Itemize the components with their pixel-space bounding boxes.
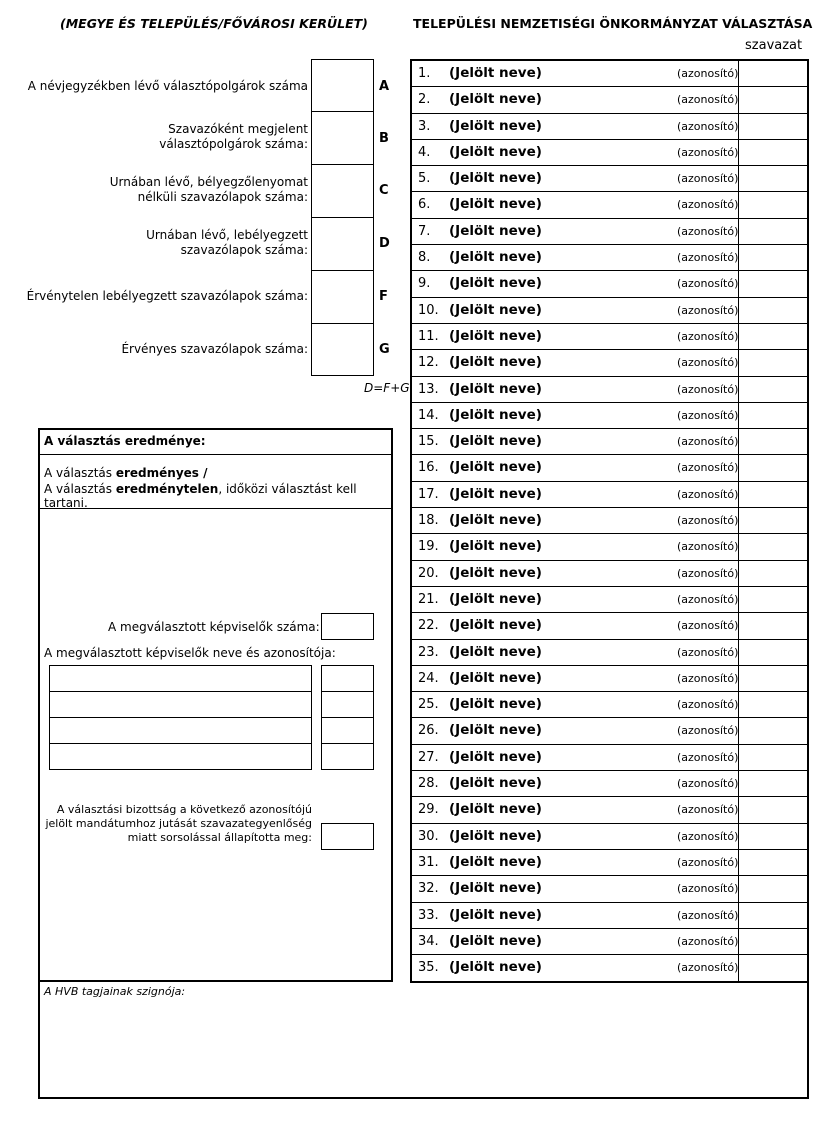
candidate-row (412, 61, 807, 87)
candidate-row (412, 771, 807, 797)
candidate-number: 5. (418, 171, 431, 187)
candidate-id: (azonosító) (677, 671, 739, 685)
candidate-id: (azonosító) (677, 592, 739, 606)
candidate-number: 4. (418, 144, 431, 160)
candidate-number: 17. (418, 486, 439, 502)
candidate-number: 10. (418, 302, 439, 318)
stat-letter-f: F (379, 289, 388, 304)
candidate-table (410, 59, 809, 983)
candidate-votes-field[interactable] (738, 350, 810, 376)
candidate-votes-field[interactable] (738, 903, 810, 929)
candidate-number: 2. (418, 92, 431, 108)
candidate-name: (Jelölt neve) (449, 459, 542, 476)
candidate-id: (azonosító) (677, 119, 739, 133)
candidate-votes-field[interactable] (738, 718, 810, 744)
candidate-name: (Jelölt neve) (449, 538, 542, 555)
stat-field-g[interactable] (311, 323, 374, 376)
elected-name-field[interactable] (49, 743, 312, 770)
candidate-id: (azonosító) (677, 382, 739, 396)
candidate-row (412, 850, 807, 876)
elected-id-field[interactable] (321, 691, 374, 718)
candidate-votes-field[interactable] (738, 692, 810, 718)
stat-letter-b: B (379, 131, 389, 146)
candidate-votes-field[interactable] (738, 876, 810, 902)
candidate-name: (Jelölt neve) (449, 327, 542, 344)
candidate-row (412, 87, 807, 113)
lot-label: A választási bizottság a következő azonosítójú jelölt mandátumhoz jutását szavazategyenlőség miatt sorsolással állapította meg: (45, 803, 312, 844)
candidate-row (412, 245, 807, 271)
result-title: A választás eredménye: (44, 434, 206, 448)
candidate-name: (Jelölt neve) (449, 380, 542, 397)
elected-count-field[interactable] (321, 613, 374, 640)
candidate-name: (Jelölt neve) (449, 932, 542, 949)
candidate-row (412, 561, 807, 587)
divider (40, 454, 391, 455)
result-line-suffix: , időközi választást kell tartani. (44, 482, 357, 510)
candidate-id: (azonosító) (677, 514, 739, 528)
stat-field-d[interactable] (311, 217, 374, 271)
candidate-name: (Jelölt neve) (449, 801, 542, 818)
candidate-row (412, 955, 807, 981)
candidate-votes-field[interactable] (738, 114, 810, 140)
formula-label: D=F+G (364, 381, 410, 395)
candidate-name: (Jelölt neve) (449, 775, 542, 792)
candidate-number: 22. (418, 618, 439, 634)
candidate-votes-field[interactable] (738, 482, 810, 508)
candidate-row (412, 587, 807, 613)
stat-letter-c: C (379, 183, 389, 198)
candidate-id: (azonosító) (677, 356, 739, 370)
candidate-id: (azonosító) (677, 461, 739, 475)
region-header: (MEGYE ÉS TELEPÜLÉS/FŐVÁROSI KERÜLET) (60, 16, 368, 31)
candidate-name: (Jelölt neve) (449, 617, 542, 634)
signature-label: A HVB tagjainak szignója: (44, 985, 186, 998)
candidate-id: (azonosító) (677, 329, 739, 343)
result-unsuccessful-label: eredménytelen (115, 482, 219, 496)
candidate-row (412, 903, 807, 929)
candidate-id: (azonosító) (677, 303, 739, 317)
candidate-votes-field[interactable] (738, 613, 810, 639)
candidate-row (412, 140, 807, 166)
candidate-row (412, 876, 807, 902)
result-line-prefix: A választás (44, 466, 116, 480)
result-successful-option[interactable] (44, 466, 207, 480)
candidate-row (412, 929, 807, 955)
elected-name-field[interactable] (49, 691, 312, 718)
candidate-name: (Jelölt neve) (449, 590, 542, 607)
candidate-id: (azonosító) (677, 540, 739, 554)
candidate-number: 25. (418, 697, 439, 713)
stat-label-g: Érvényes szavazólapok száma: (121, 342, 308, 356)
candidate-votes-field[interactable] (738, 219, 810, 245)
candidate-name: (Jelölt neve) (449, 643, 542, 660)
candidate-number: 7. (418, 223, 431, 239)
candidate-number: 35. (418, 960, 439, 976)
candidate-votes-field[interactable] (738, 745, 810, 771)
signature-box[interactable] (38, 982, 809, 1099)
candidate-name: (Jelölt neve) (449, 722, 542, 739)
candidate-number: 33. (418, 907, 439, 923)
candidate-votes-field[interactable] (738, 508, 810, 534)
candidate-id: (azonosító) (677, 619, 739, 633)
election-result-box (38, 428, 393, 982)
candidate-row (412, 482, 807, 508)
result-unsuccessful-option[interactable] (44, 482, 391, 510)
candidate-number: 16. (418, 460, 439, 476)
candidate-number: 28. (418, 776, 439, 792)
candidate-name: (Jelölt neve) (449, 696, 542, 713)
candidate-votes-field[interactable] (738, 166, 810, 192)
votes-column-header: szavazat (745, 38, 803, 53)
candidate-votes-field[interactable] (738, 324, 810, 350)
candidate-votes-field[interactable] (738, 666, 810, 692)
candidate-votes-field[interactable] (738, 824, 810, 850)
candidate-number: 13. (418, 381, 439, 397)
result-successful-label: eredményes / (115, 466, 208, 480)
candidate-name: (Jelölt neve) (449, 170, 542, 187)
candidate-votes-field[interactable] (738, 771, 810, 797)
stat-letter-a: A (379, 79, 390, 94)
candidate-votes-field[interactable] (738, 61, 810, 87)
candidate-number: 21. (418, 591, 439, 607)
candidate-row (412, 350, 807, 376)
candidate-name: (Jelölt neve) (449, 222, 542, 239)
candidate-number: 30. (418, 828, 439, 844)
candidate-votes-field[interactable] (738, 534, 810, 560)
candidate-row (412, 797, 807, 823)
candidate-name: (Jelölt neve) (449, 143, 542, 160)
candidate-name: (Jelölt neve) (449, 485, 542, 502)
candidate-votes-field[interactable] (738, 587, 810, 613)
candidate-name: (Jelölt neve) (449, 196, 542, 213)
candidate-row (412, 613, 807, 639)
candidate-id: (azonosító) (677, 566, 739, 580)
candidate-number: 15. (418, 434, 439, 450)
candidate-name: (Jelölt neve) (449, 959, 542, 976)
candidate-number: 9. (418, 276, 431, 292)
candidate-votes-field[interactable] (738, 271, 810, 297)
stat-field-b[interactable] (311, 111, 374, 165)
candidate-row (412, 403, 807, 429)
candidate-name: (Jelölt neve) (449, 406, 542, 423)
candidate-name: (Jelölt neve) (449, 91, 542, 108)
stat-label-f: Érvénytelen lebélyegzett szavazólapok száma: (26, 289, 308, 303)
candidate-name: (Jelölt neve) (449, 275, 542, 292)
candidate-name: (Jelölt neve) (449, 65, 542, 81)
candidate-votes-field[interactable] (738, 955, 810, 982)
candidate-row (412, 429, 807, 455)
candidate-row (412, 640, 807, 666)
stat-letter-g: G (379, 342, 390, 357)
candidate-number: 12. (418, 355, 439, 371)
candidate-number: 23. (418, 644, 439, 660)
candidate-id: (azonosító) (677, 277, 739, 291)
candidate-id: (azonosító) (677, 724, 739, 738)
candidate-id: (azonosító) (677, 93, 739, 107)
candidate-name: (Jelölt neve) (449, 880, 542, 897)
candidate-number: 27. (418, 749, 439, 765)
candidate-row (412, 166, 807, 192)
candidate-votes-field[interactable] (738, 640, 810, 666)
candidate-number: 19. (418, 539, 439, 555)
result-line-prefix: A választás (44, 482, 116, 496)
candidate-number: 24. (418, 670, 439, 686)
candidate-row (412, 324, 807, 350)
candidate-id: (azonosító) (677, 882, 739, 896)
elected-id-field[interactable] (321, 743, 374, 770)
candidate-id: (azonosító) (677, 855, 739, 869)
candidate-id: (azonosító) (677, 251, 739, 265)
stat-field-a[interactable] (311, 59, 374, 112)
candidate-row (412, 824, 807, 850)
stat-field-f[interactable] (311, 270, 374, 324)
candidate-id: (azonosító) (677, 408, 739, 422)
candidate-votes-field[interactable] (738, 429, 810, 455)
elected-id-field[interactable] (321, 717, 374, 744)
candidate-id: (azonosító) (677, 67, 739, 80)
candidate-number: 32. (418, 881, 439, 897)
elected-count-label: A megválasztott képviselők száma: (108, 620, 320, 634)
candidate-id: (azonosító) (677, 172, 739, 186)
candidate-votes-field[interactable] (738, 298, 810, 324)
candidate-votes-field[interactable] (738, 561, 810, 587)
candidate-name: (Jelölt neve) (449, 354, 542, 371)
candidate-votes-field[interactable] (738, 929, 810, 955)
candidate-id: (azonosító) (677, 198, 739, 212)
candidate-number: 18. (418, 513, 439, 529)
candidate-id: (azonosító) (677, 908, 739, 922)
candidate-name: (Jelölt neve) (449, 512, 542, 529)
candidate-id: (azonosító) (677, 487, 739, 501)
candidate-number: 8. (418, 250, 431, 266)
candidate-row (412, 219, 807, 245)
elected-name-field[interactable] (49, 717, 312, 744)
candidate-id: (azonosító) (677, 777, 739, 791)
stat-label-a: A névjegyzékben lévő választópolgárok száma (27, 79, 308, 93)
candidate-row (412, 298, 807, 324)
candidate-number: 31. (418, 854, 439, 870)
candidate-id: (azonosító) (677, 224, 739, 238)
elected-id-field[interactable] (321, 665, 374, 692)
candidate-id: (azonosító) (677, 961, 739, 975)
candidate-name: (Jelölt neve) (449, 433, 542, 450)
candidate-votes-field[interactable] (738, 245, 810, 271)
candidate-number: 14. (418, 407, 439, 423)
candidate-number: 11. (418, 328, 439, 344)
candidate-number: 34. (418, 933, 439, 949)
candidate-votes-field[interactable] (738, 403, 810, 429)
lot-winner-id-field[interactable] (321, 823, 374, 850)
candidate-votes-field[interactable] (738, 87, 810, 113)
stat-letter-d: D (379, 236, 390, 251)
stat-field-c[interactable] (311, 164, 374, 218)
candidate-number: 6. (418, 197, 431, 213)
candidate-id: (azonosító) (677, 829, 739, 843)
candidate-number: 29. (418, 802, 439, 818)
candidate-row (412, 718, 807, 744)
election-title: TELEPÜLÉSI NEMZETISÉGI ÖNKORMÁNYZAT VÁLASZTÁSA (413, 16, 813, 31)
candidate-id: (azonosító) (677, 145, 739, 159)
candidate-name: (Jelölt neve) (449, 117, 542, 134)
candidate-number: 20. (418, 565, 439, 581)
candidate-name: (Jelölt neve) (449, 906, 542, 923)
candidate-row (412, 508, 807, 534)
candidate-number: 26. (418, 723, 439, 739)
stat-label-b: Szavazóként megjelent választópolgárok száma: (159, 122, 308, 151)
candidate-id: (azonosító) (677, 750, 739, 764)
candidate-votes-field[interactable] (738, 377, 810, 403)
candidate-votes-field[interactable] (738, 140, 810, 166)
candidate-row (412, 114, 807, 140)
candidate-name: (Jelölt neve) (449, 669, 542, 686)
stat-label-d: Urnában lévő, lebélyegzett szavazólapok száma: (146, 228, 308, 257)
candidate-row (412, 692, 807, 718)
candidate-name: (Jelölt neve) (449, 249, 542, 266)
candidate-row (412, 271, 807, 297)
candidate-votes-field[interactable] (738, 455, 810, 481)
candidate-name: (Jelölt neve) (449, 301, 542, 318)
candidate-row (412, 745, 807, 771)
candidate-row (412, 377, 807, 403)
candidate-number: 3. (418, 118, 431, 134)
candidate-row (412, 666, 807, 692)
stat-label-c: Urnában lévő, bélyegzőlenyomat nélküli szavazólapok száma: (109, 175, 308, 204)
candidate-name: (Jelölt neve) (449, 853, 542, 870)
candidate-name: (Jelölt neve) (449, 564, 542, 581)
candidate-id: (azonosító) (677, 803, 739, 817)
candidate-id: (azonosító) (677, 934, 739, 948)
elected-name-field[interactable] (49, 665, 312, 692)
candidate-votes-field[interactable] (738, 797, 810, 823)
candidate-number: 1. (418, 66, 431, 81)
candidate-row (412, 455, 807, 481)
elected-names-label: A megválasztott képviselők neve és azonosítója: (44, 646, 336, 660)
candidate-id: (azonosító) (677, 435, 739, 449)
candidate-name: (Jelölt neve) (449, 827, 542, 844)
candidate-row (412, 534, 807, 560)
divider (40, 508, 391, 509)
candidate-id: (azonosító) (677, 645, 739, 659)
candidate-votes-field[interactable] (738, 850, 810, 876)
candidate-name: (Jelölt neve) (449, 748, 542, 765)
candidate-votes-field[interactable] (738, 192, 810, 218)
candidate-id: (azonosító) (677, 698, 739, 712)
candidate-row (412, 192, 807, 218)
